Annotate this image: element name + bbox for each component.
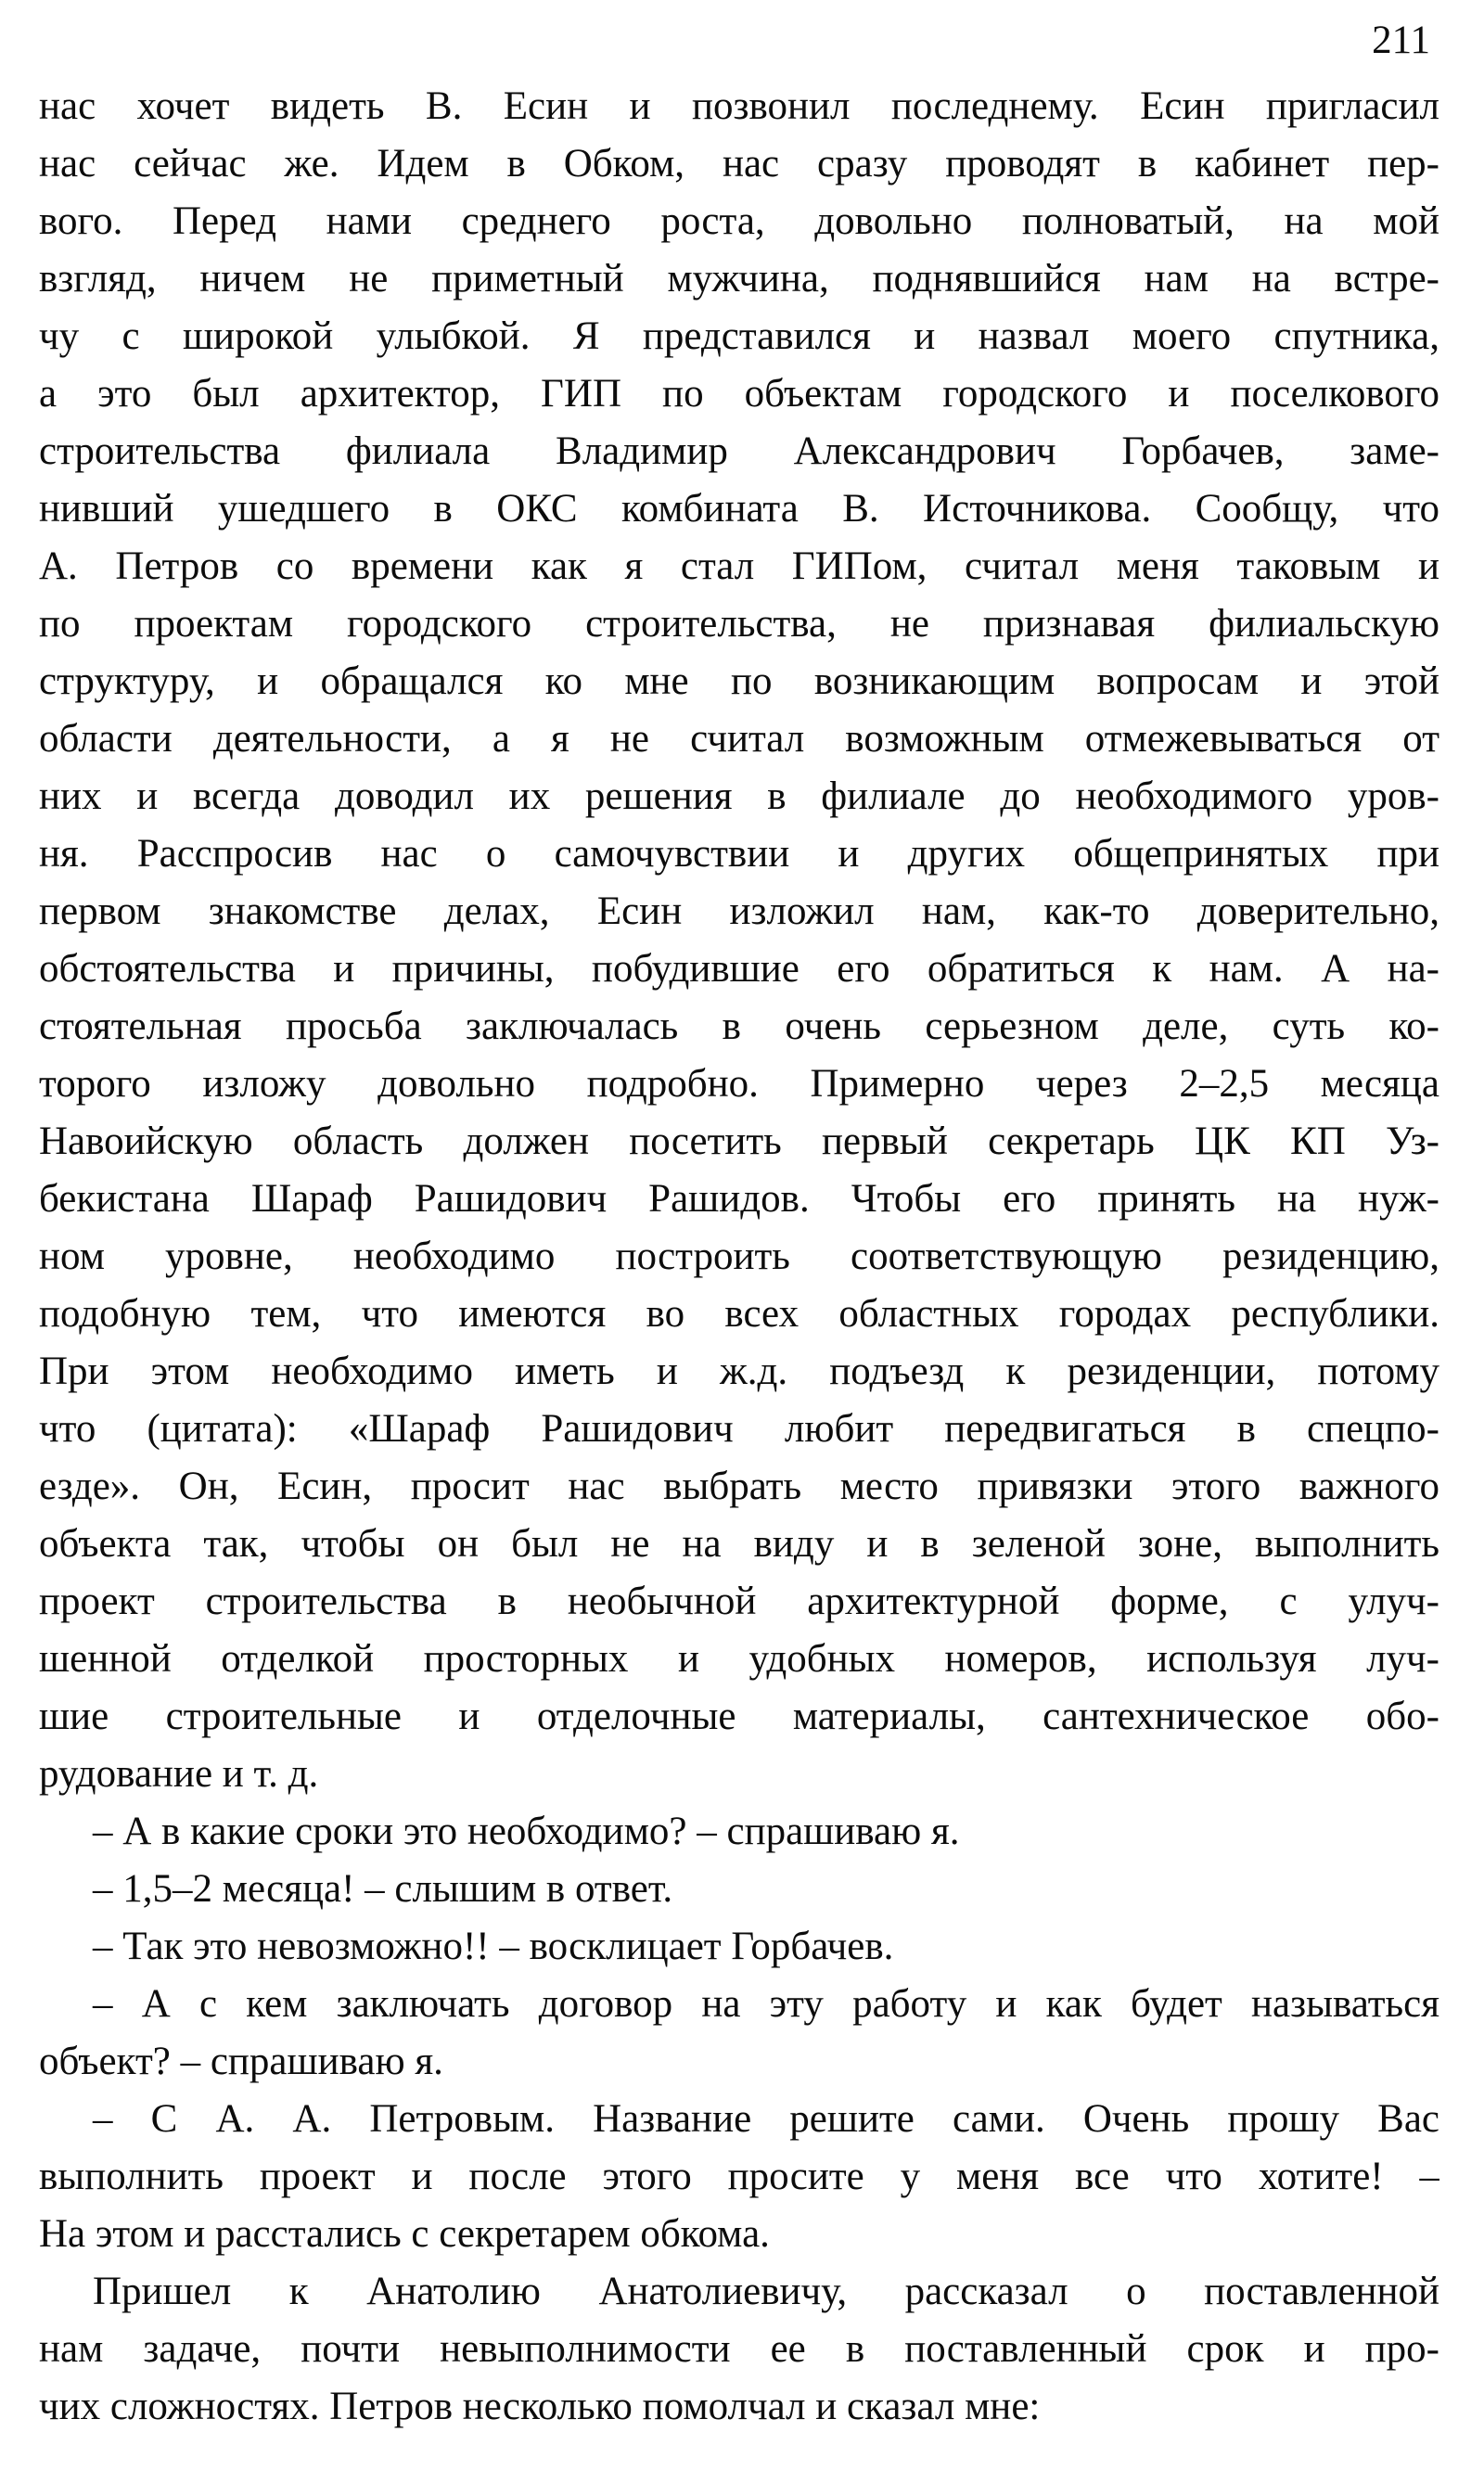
text-line: – А с кем заключать договор на эту работу и как будет называться: [93, 1982, 1439, 2026]
text-line: обстоятельства и причины, побудившие его обратиться к нам. А на-: [39, 947, 1439, 991]
text-line: области деятельности, а я не считал возможным отмежевываться от: [39, 717, 1439, 761]
text-line: шие строительные и отделочные материалы, сантехническое обо-: [39, 1695, 1439, 1738]
text-line: Пришел к Анатолию Анатолиевичу, рассказал о поставленной: [93, 2270, 1439, 2313]
text-line: – Так это невозможно!! – восклицает Горбачев.: [93, 1925, 894, 1968]
text-line: нивший ушедшего в ОКС комбината В. Источникова. Сообщу, что: [39, 487, 1439, 531]
text-line: – С А. А. Петровым. Название решите сами. Очень прошу Вас: [93, 2097, 1439, 2141]
text-line: первом знакомстве делах, Есин изложил нам, как-то доверительно,: [39, 890, 1439, 933]
text-line: На этом и расстались с секретарем обкома.: [39, 2212, 770, 2256]
text-line: рудование и т. д.: [39, 1752, 319, 1796]
text-line: объекта так, чтобы он был не на виду и в зеленой зоне, выполнить: [39, 1522, 1439, 1566]
text-line: ном уровне, необходимо построить соответствующую резиденцию,: [39, 1235, 1439, 1278]
text-line: строительства филиала Владимир Александрович Горбачев, заме-: [39, 429, 1439, 473]
text-line: езде». Он, Есин, просит нас выбрать место привязки этого важного: [39, 1465, 1439, 1508]
text-line: взгляд, ничем не приметный мужчина, поднявшийся нам на встре-: [39, 257, 1439, 301]
text-line: а это был архитектор, ГИП по объектам городского и поселкового: [39, 372, 1439, 416]
text-line: выполнить проект и после этого просите у меня все что хотите! –: [39, 2155, 1439, 2198]
text-line: проект строительства в необычной архитектурной форме, с улуч-: [39, 1580, 1439, 1623]
text-block: [39, 78, 1439, 2436]
text-line: Навоийскую область должен посетить первый секретарь ЦК КП Уз-: [39, 1120, 1439, 1163]
text-line: – А в какие сроки это необходимо? – спрашиваю я.: [93, 1810, 960, 1853]
text-line: них и всегда доводил их решения в филиале до необходимого уров-: [39, 774, 1439, 818]
text-line: что (цитата): «Шараф Рашидович любит передвигаться в спецпо-: [39, 1407, 1439, 1451]
text-line: ня. Расспросив нас о самочувствии и других общепринятых при: [39, 832, 1439, 876]
text-line: торого изложу довольно подробно. Примерно через 2–2,5 месяца: [39, 1062, 1439, 1106]
text-line: вого. Перед нами среднего роста, довольно полноватый, на мой: [39, 199, 1439, 243]
text-line: объект? – спрашиваю я.: [39, 2040, 443, 2083]
text-line: чу с широкой улыбкой. Я представился и назвал моего спутника,: [39, 314, 1439, 358]
text-line: нас сейчас же. Идем в Обком, нас сразу проводят в кабинет пер-: [39, 142, 1439, 186]
text-line: структуру, и обращался ко мне по возникающим вопросам и этой: [39, 659, 1439, 703]
text-line: – 1,5–2 месяца! – слышим в ответ.: [93, 1867, 673, 1911]
text-line: по проектам городского строительства, не признавая филиальскую: [39, 602, 1439, 646]
text-line: бекистана Шараф Рашидович Рашидов. Чтобы его принять на нуж-: [39, 1177, 1439, 1221]
text-line: А. Петров со времени как я стал ГИПом, считал меня таковым и: [39, 544, 1439, 588]
text-line: шенной отделкой просторных и удобных номеров, используя луч-: [39, 1637, 1439, 1681]
page-number: 211: [1372, 19, 1430, 62]
text-line: нас хочет видеть В. Есин и позвонил последнему. Есин пригласил: [39, 84, 1439, 128]
text-line: При этом необходимо иметь и ж.д. подъезд к резиденции, потому: [39, 1350, 1439, 1393]
text-line: подобную тем, что имеются во всех областных городах республики.: [39, 1292, 1439, 1336]
text-line: чих сложностях. Петров несколько помолчал и сказал мне:: [39, 2385, 1041, 2428]
text-line: нам задаче, почти невыполнимости ее в поставленный срок и про-: [39, 2327, 1439, 2371]
text-line: стоятельная просьба заключалась в очень серьезном деле, суть ко-: [39, 1005, 1439, 1048]
